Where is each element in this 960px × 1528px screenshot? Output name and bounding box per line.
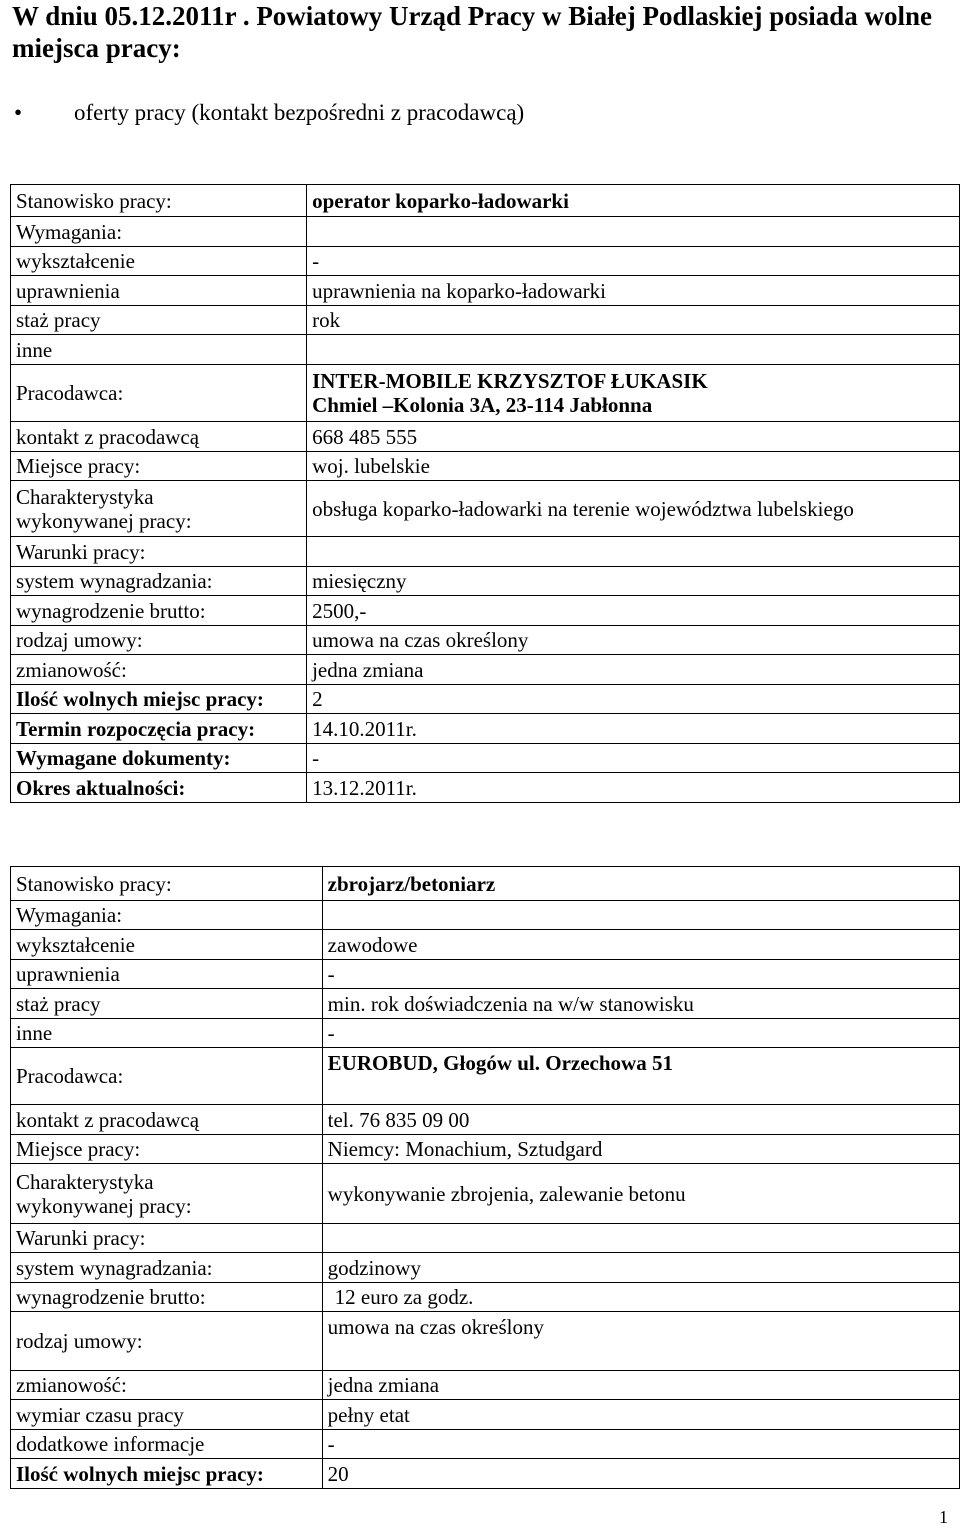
job-description-label-line1: Charakterystyka — [16, 1169, 154, 1194]
shifts-value: jedna zmiana — [322, 1371, 959, 1400]
other-label: inne — [11, 1019, 323, 1048]
start-date-value: 14.10.2011r. — [307, 714, 960, 744]
workplace-label: Miejsce pracy: — [11, 1135, 323, 1164]
job-description-label-line1: Charakterystyka — [16, 484, 154, 509]
employer-name: INTER-MOBILE KRZYSZTOF ŁUKASIK — [312, 369, 708, 393]
conditions-value — [307, 537, 960, 567]
employer-address: Chmiel –Kolonia 3A, 23-114 Jabłonna — [312, 393, 653, 417]
additional-info-value: - — [322, 1430, 959, 1459]
employer-value — [307, 365, 960, 422]
job-description-label — [11, 481, 307, 537]
valid-until-label: Okres aktualności: — [11, 773, 307, 803]
job-offer-table-1 — [10, 184, 960, 803]
vacancies-value: 20 — [322, 1459, 959, 1489]
licenses-label: uprawnienia — [11, 276, 307, 306]
requirements-label: Wymagania: — [11, 901, 323, 930]
salary-label: wynagrodzenie brutto: — [11, 1283, 323, 1312]
job-description-label-line2: wykonywanej pracy: — [16, 1193, 192, 1218]
pay-system-value: godzinowy — [322, 1253, 959, 1283]
document-heading: W dniu 05.12.2011r . Powiatowy Urząd Pracy w Białej Podlaskiej posiada wolne miejsca pracy: — [12, 1, 933, 63]
education-value: zawodowe — [322, 930, 959, 960]
workplace-value: woj. lubelskie — [307, 452, 960, 481]
pay-system-value: miesięczny — [307, 567, 960, 596]
page-number: 1 — [939, 1507, 948, 1527]
contract-type-label: rodzaj umowy: — [11, 1312, 323, 1371]
employer-label: Pracodawca: — [11, 1048, 323, 1105]
conditions-label: Warunki pracy: — [11, 537, 307, 567]
experience-label: staż pracy — [11, 306, 307, 335]
start-date-label: Termin rozpoczęcia pracy: — [11, 714, 307, 744]
other-label: inne — [11, 335, 307, 365]
conditions-value — [322, 1224, 959, 1253]
required-documents-value: - — [307, 744, 960, 773]
other-value — [307, 335, 960, 365]
working-time-label: wymiar czasu pracy — [11, 1400, 323, 1430]
salary-value: 2500,- — [307, 596, 960, 626]
licenses-value: - — [322, 960, 959, 989]
shifts-value: jedna zmiana — [307, 655, 960, 685]
requirements-value — [322, 901, 959, 930]
education-label: wykształcenie — [11, 930, 323, 960]
additional-info-label: dodatkowe informacje — [11, 1430, 323, 1459]
working-time-value: pełny etat — [322, 1400, 959, 1430]
contract-type-value: umowa na czas określony — [307, 626, 960, 655]
bullet-icon: • — [14, 100, 23, 125]
vacancies-label: Ilość wolnych miejsc pracy: — [11, 685, 307, 714]
licenses-label: uprawnienia — [11, 960, 323, 989]
salary-value: 12 euro za godz. — [322, 1283, 959, 1312]
employer-value: EUROBUD, Głogów ul. Orzechowa 51 — [322, 1048, 959, 1105]
pay-system-label: system wynagradzania: — [11, 567, 307, 596]
shifts-label: zmianowość: — [11, 1371, 323, 1400]
requirements-label: Wymagania: — [11, 217, 307, 247]
position-label: Stanowisko pracy: — [11, 185, 307, 217]
experience-value: rok — [307, 306, 960, 335]
position-value: operator koparko-ładowarki — [307, 185, 960, 217]
requirements-value — [307, 217, 960, 247]
education-label: wykształcenie — [11, 247, 307, 276]
experience-label: staż pracy — [11, 989, 323, 1019]
contact-value: 668 485 555 — [307, 422, 960, 452]
workplace-value: Niemcy: Monachium, Sztudgard — [322, 1135, 959, 1164]
contact-label: kontakt z pracodawcą — [11, 1105, 323, 1135]
other-value: - — [322, 1019, 959, 1048]
contract-type-label: rodzaj umowy: — [11, 626, 307, 655]
contact-label: kontakt z pracodawcą — [11, 422, 307, 452]
contract-type-value: umowa na czas określony — [322, 1312, 959, 1371]
workplace-label: Miejsce pracy: — [11, 452, 307, 481]
job-description-label — [11, 1164, 323, 1224]
offer-type-text: oferty pracy (kontakt bezpośredni z pracodawcą) — [74, 100, 525, 125]
job-offer-table-2 — [10, 866, 960, 1489]
experience-value: min. rok doświadczenia na w/w stanowisku — [322, 989, 959, 1019]
position-value: zbrojarz/betoniarz — [322, 867, 959, 901]
pay-system-label: system wynagradzania: — [11, 1253, 323, 1283]
required-documents-label: Wymagane dokumenty: — [11, 744, 307, 773]
employer-label: Pracodawca: — [11, 365, 307, 422]
licenses-value: uprawnienia na koparko-ładowarki — [307, 276, 960, 306]
vacancies-value: 2 — [307, 685, 960, 714]
job-description-value: wykonywanie zbrojenia, zalewanie betonu — [322, 1164, 959, 1224]
vacancies-label: Ilość wolnych miejsc pracy: — [11, 1459, 323, 1489]
valid-until-value: 13.12.2011r. — [307, 773, 960, 803]
shifts-label: zmianowość: — [11, 655, 307, 685]
job-description-label-line2: wykonywanej pracy: — [16, 508, 192, 533]
conditions-label: Warunki pracy: — [11, 1224, 323, 1253]
contact-value: tel. 76 835 09 00 — [322, 1105, 959, 1135]
job-description-value: obsługa koparko-ładowarki na terenie województwa lubelskiego — [307, 481, 960, 537]
salary-label: wynagrodzenie brutto: — [11, 596, 307, 626]
education-value: - — [307, 247, 960, 276]
position-label: Stanowisko pracy: — [11, 867, 323, 901]
